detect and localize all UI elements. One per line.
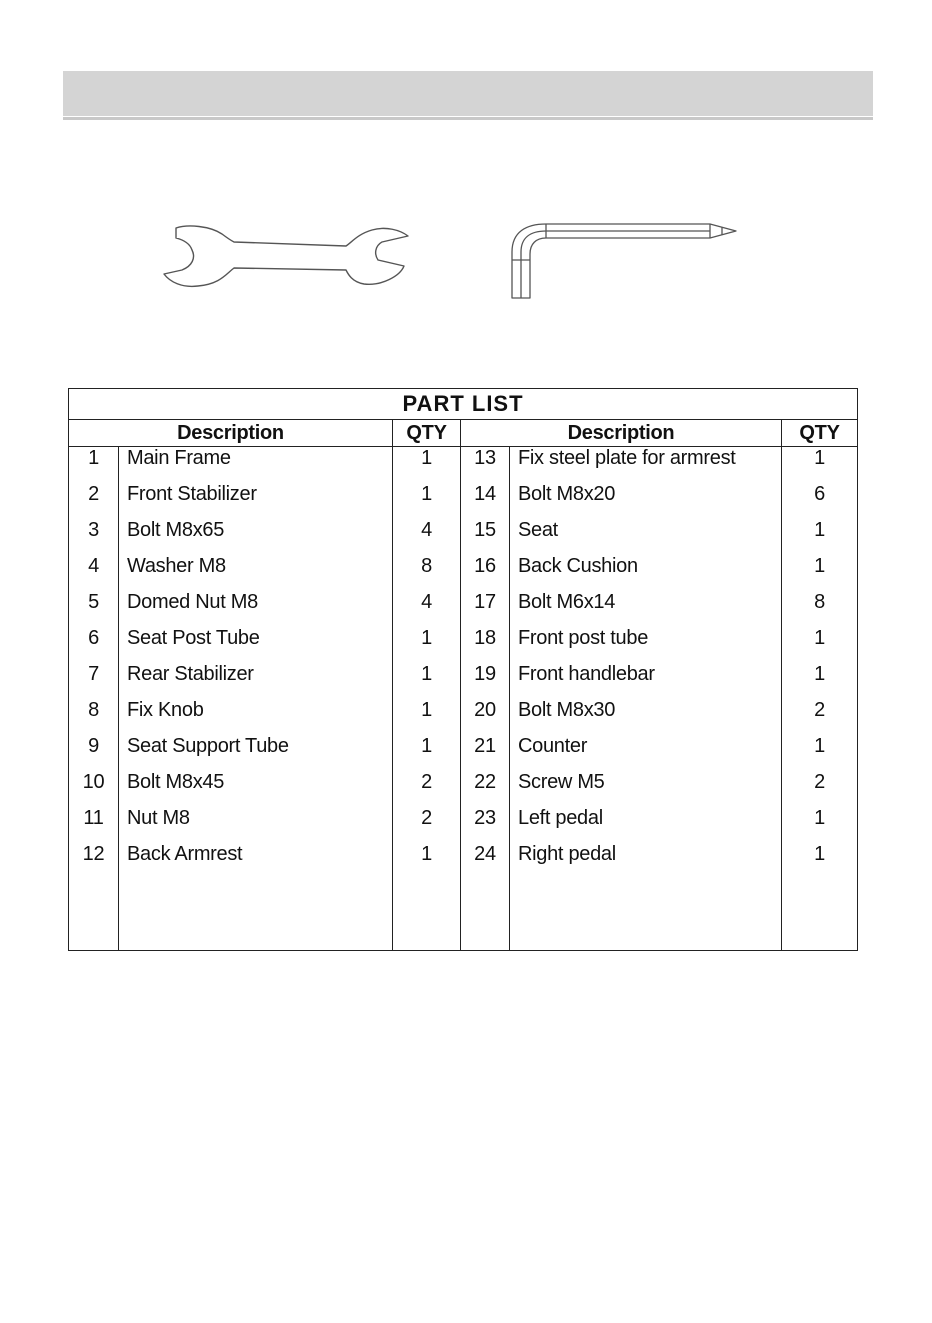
part-number: 7 xyxy=(88,663,99,685)
left-number-column xyxy=(69,447,119,951)
part-qty: 2 xyxy=(421,807,432,829)
description-header-left: Description xyxy=(69,420,393,447)
part-description: Seat Post Tube xyxy=(127,627,260,649)
part-description: Bolt M8x45 xyxy=(127,771,225,793)
part-description: Back Cushion xyxy=(518,555,638,577)
part-qty: 1 xyxy=(814,807,825,829)
part-description: Main Frame xyxy=(127,447,231,469)
part-description: Bolt M8x65 xyxy=(127,519,225,541)
part-number: 20 xyxy=(474,699,496,721)
part-qty: 1 xyxy=(814,447,825,469)
part-description: Bolt M8x30 xyxy=(518,699,616,721)
qty-header-right: QTY xyxy=(782,420,858,447)
part-description: Screw M5 xyxy=(518,771,605,793)
left-description-column xyxy=(119,447,393,951)
section-header-rule xyxy=(63,117,873,120)
part-description: Fix Knob xyxy=(127,699,204,721)
part-number: 19 xyxy=(474,663,496,685)
part-qty: 4 xyxy=(421,519,432,541)
part-qty: 1 xyxy=(421,843,432,865)
part-number: 8 xyxy=(88,699,99,721)
part-number: 21 xyxy=(474,735,496,757)
part-number: 10 xyxy=(82,771,105,793)
part-qty: 6 xyxy=(814,483,825,505)
part-qty: 1 xyxy=(814,519,825,541)
part-description: Seat Support Tube xyxy=(127,735,289,757)
part-number: 5 xyxy=(88,591,99,613)
open-end-wrench-icon xyxy=(160,222,416,290)
part-number: 1 xyxy=(88,447,99,469)
allen-key-icon xyxy=(510,216,740,302)
part-description: Washer M8 xyxy=(127,555,226,577)
part-description: Rear Stabilizer xyxy=(127,663,254,685)
part-number: 14 xyxy=(474,483,496,505)
part-number: 13 xyxy=(474,447,496,469)
right-description-column xyxy=(510,447,782,951)
part-qty: 1 xyxy=(814,627,825,649)
part-number: 24 xyxy=(474,843,496,865)
section-header-bar xyxy=(63,71,873,116)
part-number: 23 xyxy=(474,807,496,829)
part-description: Front post tube xyxy=(518,627,649,649)
part-description: Fix steel plate for armrest xyxy=(518,447,736,469)
part-number: 15 xyxy=(474,519,496,541)
part-number: 2 xyxy=(88,483,99,505)
part-description: Nut M8 xyxy=(127,807,190,829)
part-number: 17 xyxy=(474,591,496,613)
part-qty: 8 xyxy=(421,555,432,577)
part-number: 6 xyxy=(88,627,99,649)
part-qty: 8 xyxy=(814,591,825,613)
part-description: Right pedal xyxy=(518,843,616,865)
part-number: 9 xyxy=(88,735,99,757)
part-description: Back Armrest xyxy=(127,843,243,865)
part-qty: 1 xyxy=(814,555,825,577)
right-number-column xyxy=(461,447,510,951)
part-description: Front handlebar xyxy=(518,663,655,685)
part-number: 16 xyxy=(474,555,496,577)
part-number: 18 xyxy=(474,627,496,649)
part-description: Front Stabilizer xyxy=(127,483,257,505)
part-number: 22 xyxy=(474,771,496,793)
part-list-table xyxy=(68,388,858,951)
part-qty: 1 xyxy=(814,663,825,685)
right-qty-column xyxy=(782,447,858,951)
qty-header-left: QTY xyxy=(393,420,461,447)
part-qty: 2 xyxy=(421,771,432,793)
part-qty: 1 xyxy=(421,483,432,505)
part-list-title: PART LIST xyxy=(69,389,858,420)
part-qty: 1 xyxy=(421,735,432,757)
part-description: Counter xyxy=(518,735,588,757)
description-header-right: Description xyxy=(461,420,782,447)
part-qty: 2 xyxy=(814,699,825,721)
part-description: Bolt M8x20 xyxy=(518,483,616,505)
part-number: 4 xyxy=(88,555,99,577)
part-qty: 2 xyxy=(814,771,825,793)
part-description: Domed Nut M8 xyxy=(127,591,258,613)
part-qty: 4 xyxy=(421,591,432,613)
part-description: Seat xyxy=(518,519,558,541)
part-qty: 1 xyxy=(814,843,825,865)
part-qty: 1 xyxy=(814,735,825,757)
part-description: Left pedal xyxy=(518,807,603,829)
part-qty: 1 xyxy=(421,627,432,649)
part-number: 3 xyxy=(88,519,99,541)
part-qty: 1 xyxy=(421,663,432,685)
part-number: 12 xyxy=(82,843,105,865)
left-qty-column xyxy=(393,447,461,951)
part-qty: 1 xyxy=(421,699,432,721)
part-number: 11 xyxy=(83,807,104,829)
part-qty: 1 xyxy=(421,447,432,469)
part-description: Bolt M6x14 xyxy=(518,591,616,613)
